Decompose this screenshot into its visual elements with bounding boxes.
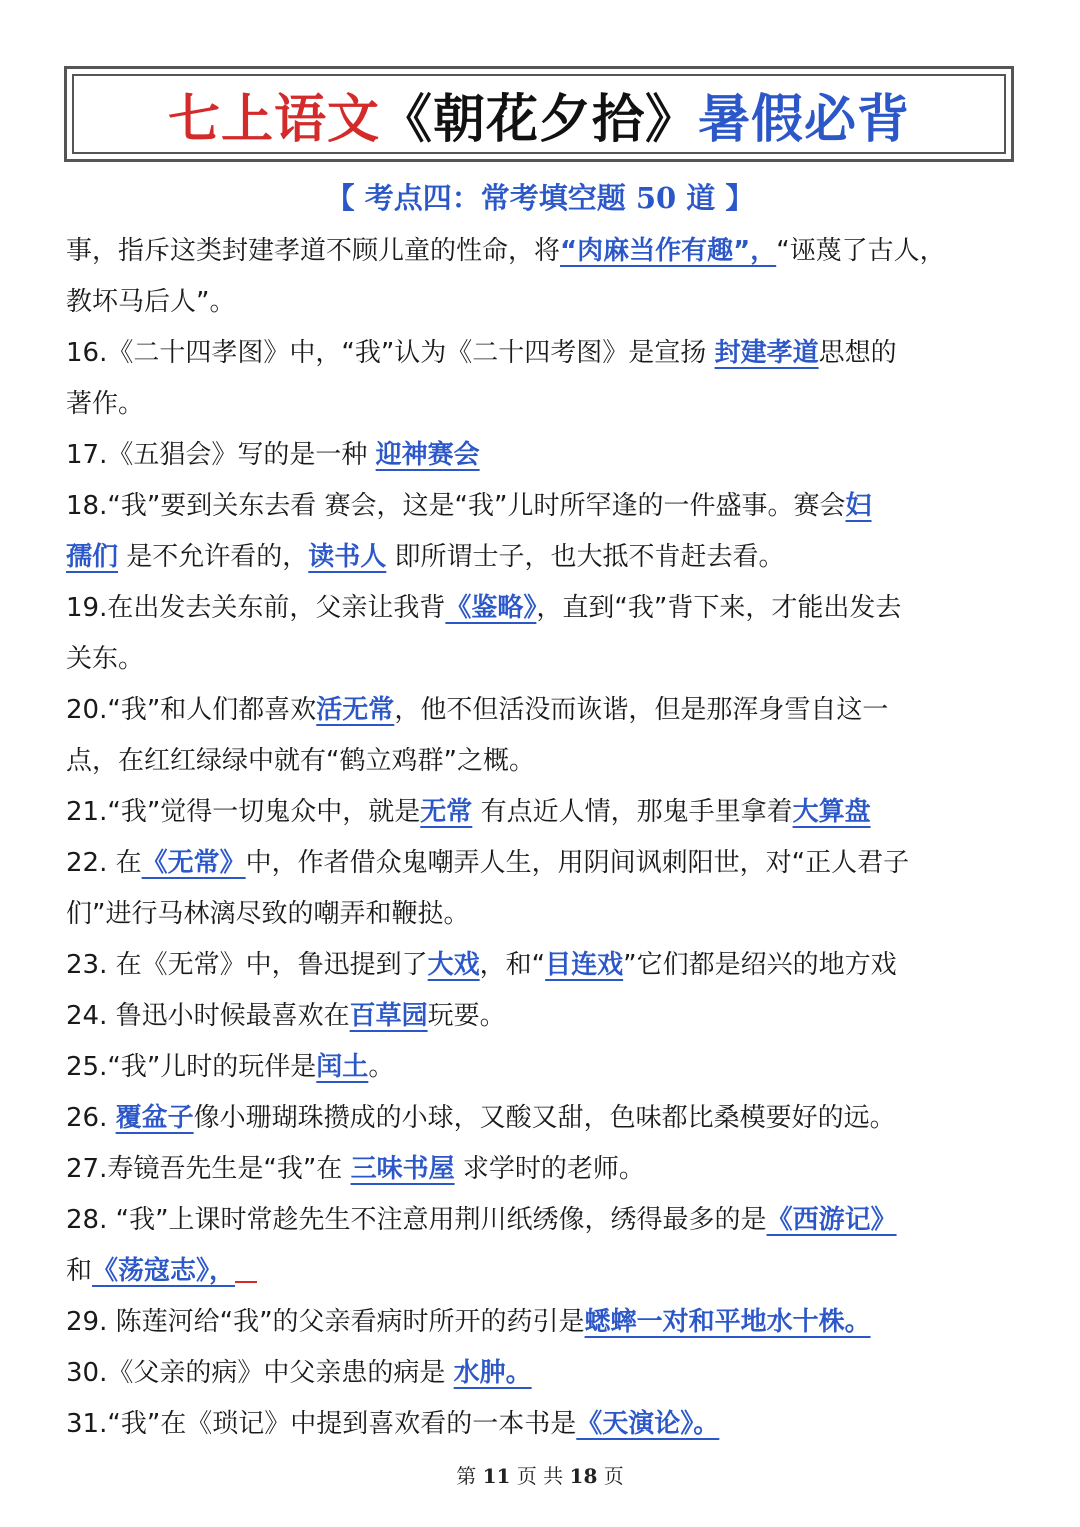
text-line [66,379,1018,430]
answer-text: 《无常》 [141,848,246,878]
text-line [66,685,1018,736]
body-text: 即所谓士子，也大抵不肯赶去看。 [386,542,785,572]
text-line [66,1348,1018,1399]
text-line [66,889,1018,940]
page-title [72,74,1006,154]
body-text: 有点近人情，那鬼手里拿着 [472,797,793,827]
answer-text: 孺们 [66,542,119,572]
text-line [66,787,1018,838]
answer-text: 百草园 [349,1001,428,1031]
body-text: 30.《父亲的病》中父亲患的病是 [66,1358,454,1388]
text-line [66,328,1018,379]
text-line [66,583,1018,634]
body-text: 关东。 [66,644,145,674]
body-text: 24. 鲁迅小时候最喜欢在 [66,1001,350,1031]
body-text: 。 [368,1052,395,1082]
page-footer [0,1460,1080,1489]
footer-middle: 页 共 [516,1464,564,1488]
body-text: 求学时的老师。 [454,1154,645,1184]
body-text: 23. 在《无常》中，鲁迅提到了 [66,950,428,980]
answer-text: 读书人 [308,542,387,572]
text-line [66,1399,1018,1450]
title-part-blue: 暑假必背 [698,88,911,150]
body-text: 中，作者借众鬼嘲弄人生，用阴间讽刺阳世，对“正人君子 [245,848,910,878]
body-text: 是不允许看的， [118,542,309,572]
text-line [66,1297,1018,1348]
text-line [66,991,1018,1042]
title-part-red: 七上语文 [167,88,380,150]
text-line [66,1246,1018,1297]
answer-text: 封建孝道 [714,338,819,368]
answer-text: 无常 [420,797,473,827]
answer-text: 水肿。 [453,1358,532,1388]
title-part-black: 《朝花夕拾》 [379,88,698,150]
body-text: 事，指斥这类封建孝道不顾儿童的性命，将 [66,236,561,266]
body-text: 教坏马后人”。 [66,287,236,317]
body-text: 玩要。 [427,1001,506,1031]
footer-prefix: 第 [456,1464,477,1488]
answer-text: “肉麻当作有趣”， [560,236,777,266]
answer-text: 覆盆子 [115,1103,194,1133]
answer-text: 《荡寇志》 [92,1256,210,1286]
text-line [66,736,1018,787]
footer-suffix: 页 [603,1464,624,1488]
body-text: 著作。 [66,389,145,419]
body-text: 31.“我”在《琐记》中提到喜欢看的一本书是 [66,1409,577,1439]
title-box [64,66,1014,162]
answer-text: 目连戏 [545,950,624,980]
text-line [66,1195,1018,1246]
red-blank-underline [235,1251,257,1283]
body-text: 27.寿镜吾先生是“我”在 [66,1154,351,1184]
answer-text: 大算盘 [792,797,871,827]
body-text: 25.“我”儿时的玩伴是 [66,1052,317,1082]
text-line [66,277,1018,328]
text-line [66,838,1018,889]
body-text: 28. “我”上课时常趁先生不注意用荆川纸绣像，绣得最多的是 [66,1205,767,1235]
answer-text: 《天演论》。 [576,1409,720,1439]
answer-text: 蟋蟀一对和平地水十株。 [584,1307,871,1337]
body-text: ”它们都是绍兴的地方戏 [623,950,897,980]
body-text: 29. 陈莲河给“我”的父亲看病时所开的药引是 [66,1307,585,1337]
text-line [66,1042,1018,1093]
body-text: 18.“我”要到关东去看 赛会，这是“我”儿时所罕逢的一件盛事。赛会 [66,491,846,521]
body-text: 16.《二十四孝图》中，“我”认为《二十四考图》是宣扬 [66,338,715,368]
body-text: 22. 在 [66,848,142,878]
body-text: 21.“我”觉得一切鬼众中，就是 [66,797,421,827]
body-text: 像小珊瑚珠攒成的小球，又酸又甜，色味都比桑模要好的远。 [193,1103,896,1133]
body-text: 17.《五猖会》写的是一种 [66,440,376,470]
body-text: ，直到“我”背下来，才能出发去 [536,593,902,623]
text-line [66,532,1018,583]
answer-text: 三味书屋 [350,1154,455,1184]
answer-text: 闰土 [316,1052,369,1082]
footer-page-number: 11 [482,1464,511,1488]
body-text: ，他不但活没而诙谐，但是那浑身雪自这一 [394,695,889,725]
footer-total-pages: 18 [569,1464,598,1488]
answer-punctuation: ， [209,1256,236,1286]
question-list [66,226,1018,1450]
body-text: 和 [66,1256,93,1286]
answer-text: 《西游记》 [766,1205,897,1235]
answer-text: 活无常 [316,695,395,725]
body-text: 思想的 [818,338,897,368]
text-line [66,1093,1018,1144]
body-text: 20.“我”和人们都喜欢 [66,695,317,725]
body-text: ，和“ [479,950,546,980]
answer-text: 妇 [845,491,872,521]
answer-text: 大戏 [427,950,480,980]
text-line [66,226,1018,277]
answer-text: 《鉴略》 [445,593,537,623]
answer-text: 迎神赛会 [375,440,480,470]
body-text: 们”进行马林漓尽致的嘲弄和鞭挞。 [66,899,470,929]
body-text: “诬蔑了古人， [776,236,946,266]
text-line [66,1144,1018,1195]
text-line [66,940,1018,991]
text-line [66,634,1018,685]
section-subtitle: 【 考点四：常考填空题 50 道 】 [325,181,755,215]
body-text: 点，在红红绿绿中就有“鹤立鸡群”之概。 [66,746,535,776]
text-line [66,481,1018,532]
body-text: 26. [66,1103,116,1133]
text-line [66,430,1018,481]
body-text: 19.在出发去关东前，父亲让我背 [66,593,446,623]
